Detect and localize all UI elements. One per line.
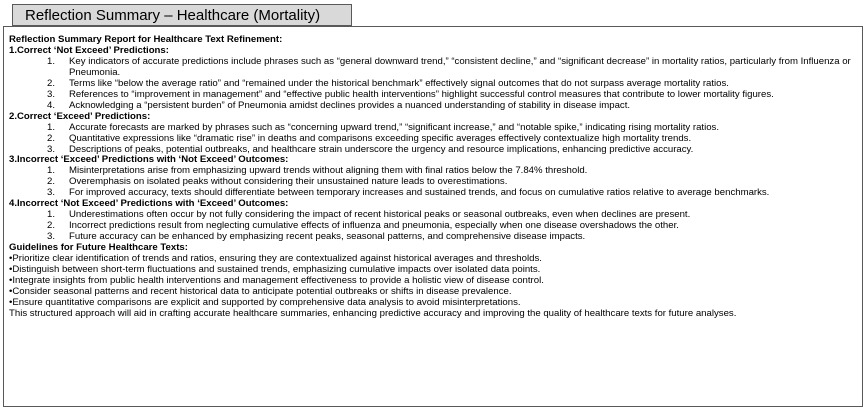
closing-statement: This structured approach will aid in crafting accurate healthcare summaries, enhancing predictive accuracy and improving the quality of healthcare texts for future analyses. (9, 307, 737, 319)
list-item (9, 145, 859, 156)
section-heading: 2.Correct ‘Exceed’ Predictions: (9, 110, 151, 122)
item-number: 1. (47, 121, 56, 133)
section-heading: 3.Incorrect ‘Exceed’ Predictions with ‘Not Exceed’ Outcomes: (9, 154, 289, 166)
item-number: 3. (47, 143, 56, 155)
item-text: Acknowledging a “persistent burden” of Pneumonia amidst declines provides a nuanced understanding of stability in disease impact. (69, 99, 631, 111)
item-number: 3. (47, 231, 56, 243)
guideline-item: •Integrate insights from public health interventions and management effectiveness to provide a holistic view of disease control. (9, 274, 544, 286)
item-text: Misinterpretations arise from emphasizing upward trends without aligning them with final ratios below the 7.84% threshold. (69, 165, 588, 177)
section-heading: 1.Correct ‘Not Exceed’ Predictions: (9, 44, 169, 56)
item-text: Quantitative expressions like “dramatic rise” in deaths and comparisons exceeding specific averages effectively contextualize high mortality trends. (69, 132, 692, 144)
item-text: Descriptions of peaks, potential outbreaks, and healthcare strain underscore the urgency and resource implications, enhancing predictive accuracy. (69, 143, 694, 155)
item-number: 1. (47, 209, 56, 221)
item-text: Future accuracy can be enhanced by emphasizing recent peaks, seasonal patterns, and comprehensive disease impacts. (69, 231, 586, 243)
guideline-item: •Ensure quantitative comparisons are explicit and supported by comprehensive data analysis to avoid misinterpretations. (9, 296, 521, 308)
item-number: 2. (47, 77, 56, 89)
guidelines-heading: Guidelines for Future Healthcare Texts: (9, 242, 188, 254)
item-text: Overemphasis on isolated peaks without considering their unsustained nature leads to overestimations. (69, 176, 508, 188)
list-item (9, 188, 859, 199)
item-text: Key indicators of accurate predictions include phrases such as “general downward trend,” “consistent decline,” and “significant decrease” in mortality ratios, particularly from Influenza or Pneumonia. (69, 55, 851, 78)
numbered-list (9, 166, 859, 199)
item-number: 2. (47, 132, 56, 144)
list-item (9, 101, 859, 112)
item-number: 3. (47, 187, 56, 199)
item-number: 3. (47, 88, 56, 100)
report-body (9, 35, 859, 320)
list-item (9, 232, 859, 243)
item-text: Accurate forecasts are marked by phrases such as “concerning upward trend,” “significant increase,” and “notable spike,” indicating rising mortality ratios. (69, 121, 720, 133)
guideline-item: •Prioritize clear identification of trends and ratios, ensuring they are contextualized against historical averages and thresholds. (9, 253, 542, 265)
item-text: Underestimations often occur by not fully considering the impact of recent historical peaks or seasonal outbreaks, even when declines are present. (69, 209, 691, 221)
list-item (9, 57, 859, 79)
numbered-list (9, 123, 859, 156)
item-number: 4. (47, 99, 56, 111)
item-number: 1. (47, 55, 56, 67)
guideline-item: •Distinguish between short-term fluctuations and sustained trends, emphasizing cumulative impacts over isolated data points. (9, 264, 541, 276)
item-text: Incorrect predictions result from neglecting cumulative effects of influenza and pneumonia, especially when one disease overshadows the other. (69, 220, 679, 232)
page-title: Reflection Summary – Healthcare (Mortality) (25, 7, 321, 24)
numbered-list (9, 210, 859, 243)
item-number: 2. (47, 220, 56, 232)
item-number: 1. (47, 165, 56, 177)
item-text: For improved accuracy, texts should differentiate between temporary increases and sustained trends, and focus on cumulative ratios relative to average benchmarks. (69, 187, 770, 199)
numbered-list (9, 57, 859, 112)
report-heading: Reflection Summary Report for Healthcare Text Refinement: (9, 34, 283, 45)
section-heading: 4.Incorrect ‘Not Exceed’ Predictions with ‘Exceed’ Outcomes: (9, 198, 289, 210)
item-text: Terms like “below the average ratio” and “remained under the historical benchmark” effectively signal outcomes that do not surpass average mortality ratios. (69, 77, 729, 89)
item-number: 2. (47, 176, 56, 188)
title-tab (12, 4, 352, 26)
guideline-item: •Consider seasonal patterns and recent historical data to anticipate potential outbreaks or shifts in disease prevalence. (9, 285, 512, 297)
item-text: References to “improvement in management” and “effective public health interventions” highlight successful control measures that contribute to lower mortality figures. (69, 88, 774, 100)
